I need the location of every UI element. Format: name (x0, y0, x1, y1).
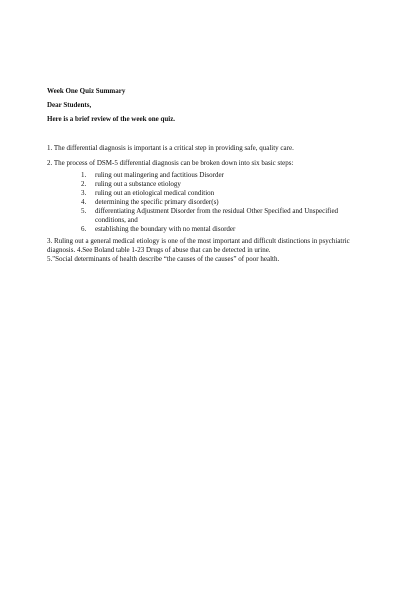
step-number: 6. (81, 225, 87, 233)
step-number: 5. (81, 207, 87, 215)
step-text: differentiating Adjustment Disorder from the residual Other Specified and Unspecified conditions, and (95, 207, 339, 224)
step-number: 2. (81, 180, 87, 188)
list-item (81, 225, 357, 234)
step-number: 3. (81, 189, 87, 197)
step-text: ruling out an etiological medical condition (95, 189, 215, 197)
step-text: ruling out a substance etiology (95, 180, 181, 188)
steps-list (47, 171, 357, 234)
point-5: 5."Social determinants of health describe “the causes of the causes” of poor health. (47, 255, 280, 263)
step-text: establishing the boundary with no mental disorder (95, 225, 236, 233)
list-item (81, 189, 357, 198)
list-item (81, 207, 357, 225)
point-1: 1. The differential diagnosis is important is a critical step in providing safe, quality care. (47, 144, 294, 152)
step-number: 1. (81, 171, 87, 179)
greeting: Dear Students, (47, 101, 92, 109)
list-item (81, 171, 357, 180)
list-item (81, 198, 357, 207)
list-item (81, 180, 357, 189)
step-number: 4. (81, 198, 87, 206)
step-text: ruling out malingering and factitious Disorder (95, 171, 224, 179)
step-text: determining the specific primary disorder(s) (95, 198, 219, 206)
spacer (47, 129, 357, 144)
point-2: 2. The process of DSM-5 differential diagnosis can be broken down into six basic steps: (47, 159, 294, 167)
point-3: 3. Ruling out a general medical etiology is one of the most important and difficult distinctions in psychiatric diagnosis. 4.See Boland table 1-23 Drugs of abuse that can be detected in urine. (47, 237, 350, 254)
intro-line: Here is a brief review of the week one quiz. (47, 115, 176, 123)
document-title: Week One Quiz Summary (47, 87, 126, 95)
document-body (47, 87, 357, 264)
